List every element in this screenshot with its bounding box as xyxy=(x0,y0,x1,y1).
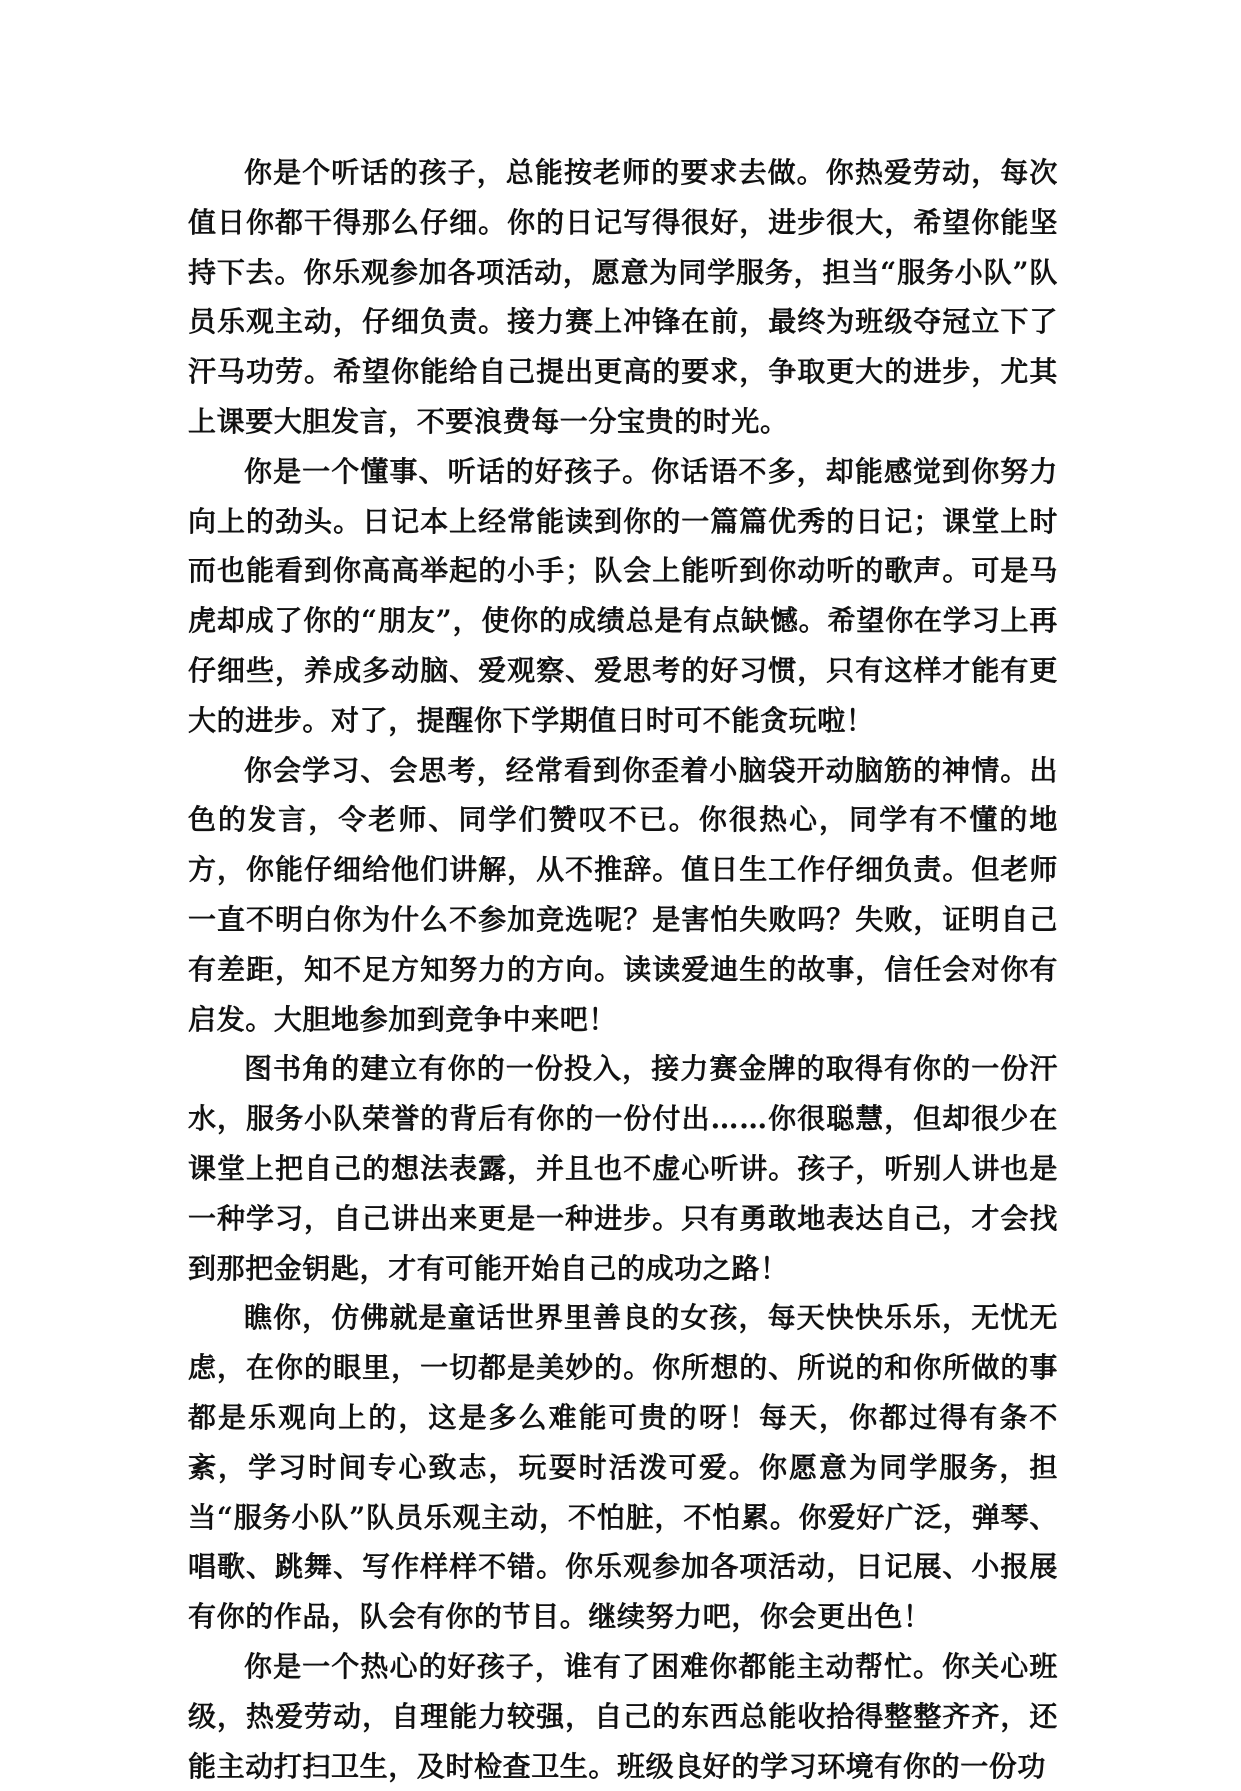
paragraph-5: 瞧你，仿佛就是童话世界里善良的女孩，每天快快乐乐，无忧无虑，在你的眼里，一切都是美妙的。你所想的、所说的和你所做的事都是乐观向上的，这是多么难能可贵的呀！每天，你都过得有条不紊，学习时间专心致志，玩耍时活泼可爱。你愿意为同学服务，担当“服务小队”队员乐观主动，不怕脏，不怕累。你爱好广泛，弹琴、唱歌、跳舞、写作样样不错。你乐观参加各项活动，日记展、小报展有你的作品，队会有你的节目。继续努力吧，你会更出色！ xyxy=(188,1301,1058,1634)
paragraph-2: 你是一个懂事、听话的好孩子。你话语不多，却能感觉到你努力向上的劲头。日记本上经常能读到你的一篇篇优秀的日记；课堂上时而也能看到你高高举起的小手；队会上能听到你动听的歌声。可是马虎却成了你的“朋友”，使你的成绩总是有点缺憾。希望你在学习上再仔细些，养成多动脑、爱观察、爱思考的好习惯，只有这样才能有更大的进步。对了，提醒你下学期值日时可不能贪玩啦！ xyxy=(188,454,1058,737)
paragraph-6: 你是一个热心的好孩子，谁有了困难你都能主动帮忙。你关心班级，热爱劳动，自理能力较强，自己的东西总能收拾得整整齐齐，还能主动打扫卫生，及时检查卫生。班级良好的学习环境有你的一份功 xyxy=(188,1649,1058,1783)
paragraph-4: 图书角的建立有你的一份投入，接力赛金牌的取得有你的一份汗水，服务小队荣誉的背后有你的一份付出……你很聪慧，但却很少在课堂上把自己的想法表露，并且也不虚心听讲。孩子，听别人讲也是一种学习，自己讲出来更是一种进步。只有勇敢地表达自己，才会找到那把金钥匙，才有可能开始自己的成功之路！ xyxy=(188,1052,1058,1285)
document-page xyxy=(188,148,1058,1791)
paragraph-3: 你会学习、会思考，经常看到你歪着小脑袋开动脑筋的神情。出色的发言，令老师、同学们赞叹不已。你很热心，同学有不懂的地方，你能仔细给他们讲解，从不推辞。值日生工作仔细负责。但老师一直不明白你为什么不参加竞选呢？是害怕失败吗？失败，证明自己有差距，知不足方知努力的方向。读读爱迪生的故事，信任会对你有启发。大胆地参加到竞争中来吧！ xyxy=(188,753,1058,1036)
paragraph-1: 你是个听话的孩子，总能按老师的要求去做。你热爱劳动，每次值日你都干得那么仔细。你的日记写得很好，进步很大，希望你能坚持下去。你乐观参加各项活动，愿意为同学服务，担当“服务小队”队员乐观主动，仔细负责。接力赛上冲锋在前，最终为班级夺冠立下了汗马功劳。希望你能给自己提出更高的要求，争取更大的进步，尤其上课要大胆发言，不要浪费每一分宝贵的时光。 xyxy=(188,156,1058,438)
